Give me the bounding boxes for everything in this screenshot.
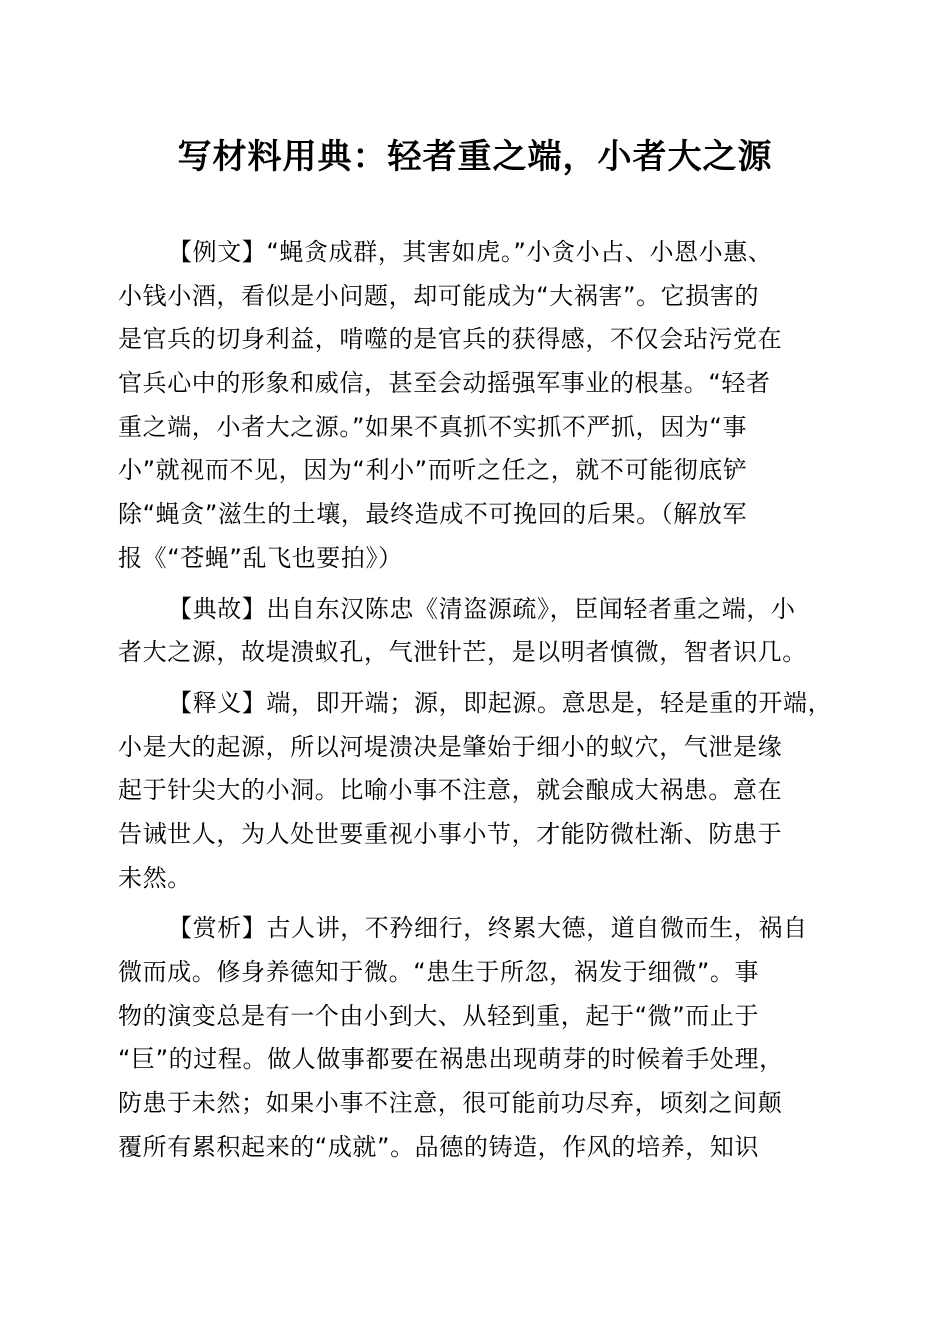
text-line: 者大之源，故堤溃蚁孔，气泄针芒，是以明者慎微，智者识几。 (118, 638, 807, 667)
paragraph-example (118, 231, 828, 581)
text-line: 覆所有累积起来的“成就”。品德的铸造，作风的培养，知识 (118, 1132, 760, 1161)
text-line: 微而成。修身养德知于微。“患生于所忽，祸发于细微”。事 (118, 958, 760, 986)
text-line: “巨”的过程。做人做事都要在祸患出现萌芽的时候着手处理， (118, 1045, 784, 1074)
text-line: 除“蝇贪”滋生的土壤，最终造成不可挽回的后果。（解放军 (118, 500, 748, 529)
paragraph-explanation (118, 682, 833, 900)
text-line: 是官兵的切身利益，啃噬的是官兵的获得感，不仅会玷污党在 (118, 325, 783, 354)
text-line: 【释义】端，即开端；源，即起源。意思是，轻是重的开端， (168, 688, 833, 717)
text-line: 防患于未然；如果小事不注意，很可能前功尽弃，顷刻之间颠 (118, 1089, 783, 1118)
text-line: 【例文】“蝇贪成群，其害如虎。”小贪小占、小恩小惠、 (168, 238, 773, 266)
text-line: 报《“苍蝇”乱飞也要拍》） (118, 543, 403, 572)
text-line: 告诫世人，为人处世要重视小事小节，才能防微杜渐、防患于 (118, 819, 783, 848)
paragraph-source (118, 588, 828, 675)
text-line: 【赏析】古人讲，不矜细行，终累大德，道自微而生，祸自 (168, 914, 808, 943)
text-line: 重之端，小者大之源。”如果不真抓不实抓不严抓，因为“事 (118, 412, 748, 441)
paragraph-appreciation (118, 907, 828, 1169)
text-line: 未然。 (118, 863, 192, 892)
document-body (118, 231, 833, 1176)
text-line: 物的演变总是有一个由小到大、从轻到重，起于“微”而止于 (118, 1001, 760, 1030)
document-title: 写材料用典：轻者重之端，小者大之源 (177, 137, 773, 177)
text-line: 小是大的起源，所以河堤溃决是肇始于细小的蚁穴，气泄是缘 (118, 732, 783, 761)
text-line: 小钱小酒，看似是小问题，却可能成为“大祸害”。它损害的 (118, 281, 760, 310)
text-line: 起于针尖大的小洞。比喻小事不注意，就会酿成大祸患。意在 (118, 776, 783, 805)
text-line: 【典故】出自东汉陈忠《清盗源疏》，臣闻轻者重之端，小 (168, 594, 796, 623)
text-line: 小”就视而不见，因为“利小”而听之任之，就不可能彻底铲 (118, 456, 748, 485)
text-line: 官兵心中的形象和威信，甚至会动摇强军事业的根基。“轻者 (118, 369, 771, 398)
